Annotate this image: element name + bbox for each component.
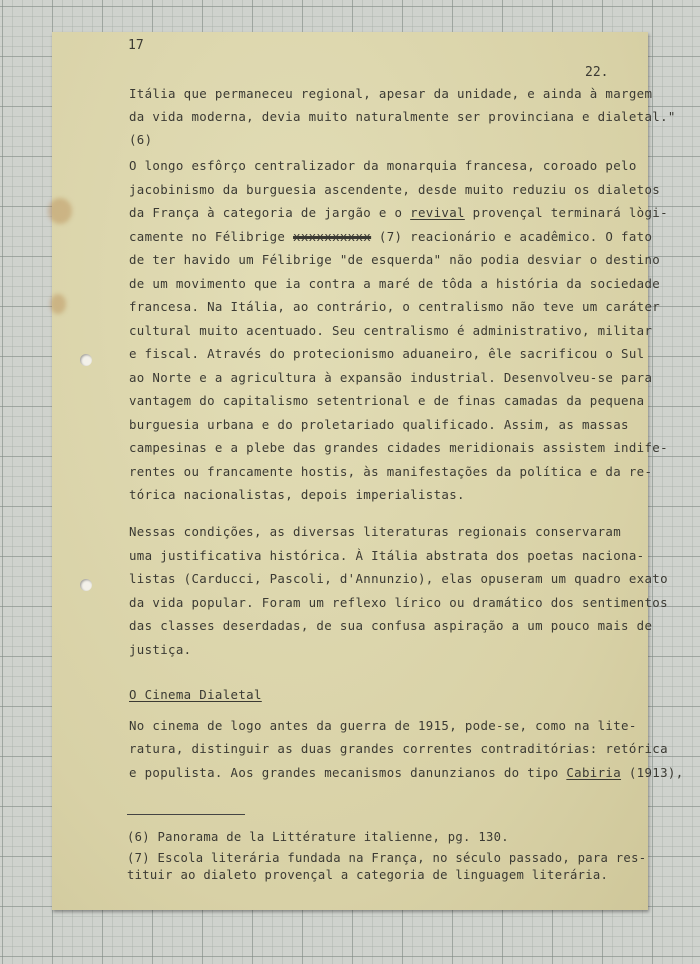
text-segment: de ter havido um Félibrige "de esquerda" não podia desviar o destino bbox=[129, 252, 661, 267]
text-segment: listas (Carducci, Pascoli, d'Annunzio), elas opuseram um quadro exato bbox=[129, 571, 668, 586]
text-line bbox=[129, 248, 660, 272]
footnote-line: (7) Escola literária fundada na França, no século passado, para res- bbox=[127, 851, 647, 865]
text-line bbox=[129, 638, 191, 662]
text-line bbox=[129, 591, 668, 615]
text-segment: cultural muito acentuado. Seu centralismo é administrativo, militar bbox=[129, 323, 653, 338]
text-line bbox=[129, 413, 629, 437]
document-page bbox=[52, 32, 684, 910]
punch-hole bbox=[80, 579, 92, 591]
text-line bbox=[129, 714, 637, 738]
text-line bbox=[129, 761, 684, 785]
text-segment: justiça. bbox=[129, 642, 192, 657]
text-segment: francesa. Na Itália, ao contrário, o centralismo não teve um caráter bbox=[129, 299, 661, 314]
text-segment: (6) bbox=[129, 132, 153, 147]
text-line bbox=[129, 366, 652, 390]
text-segment: rentes ou francamente hostis, às manifestações da política e da re- bbox=[129, 464, 653, 479]
text-segment: de um movimento que ia contra a maré de tôda a história da sociedade bbox=[129, 276, 661, 291]
text-line bbox=[129, 178, 660, 202]
text-line bbox=[129, 544, 644, 568]
text-segment: ratura, distinguir as duas grandes correntes contraditórias: retórica bbox=[129, 741, 668, 756]
text-segment: (7) reacionário e acadêmico. O fato bbox=[371, 229, 653, 244]
rust-stain bbox=[48, 198, 72, 224]
text-line bbox=[129, 614, 652, 638]
text-segment: burguesia urbana e do proletariado qualificado. Assim, as massas bbox=[129, 417, 629, 432]
text-line bbox=[129, 319, 652, 343]
text-line bbox=[129, 483, 465, 507]
text-segment: e fiscal. Através do protecionismo aduaneiro, êle sacrificou o Sul bbox=[129, 346, 645, 361]
text-segment: camente no Félibrige bbox=[129, 229, 294, 244]
page-number: 22. bbox=[585, 65, 609, 80]
text-line bbox=[129, 82, 652, 106]
punch-hole bbox=[80, 354, 92, 366]
text-line bbox=[129, 128, 152, 152]
text-segment: (1913), bbox=[621, 765, 684, 780]
text-segment: Itália que permaneceu regional, apesar da unidade, e ainda à margem bbox=[129, 86, 653, 101]
text-line bbox=[129, 683, 262, 707]
footnote-line: (6) Panorama de la Littérature italienne, pg. 130. bbox=[127, 830, 509, 844]
text-segment: campesinas e a plebe das grandes cidades meridionais assistem indife- bbox=[129, 440, 668, 455]
text-segment: O longo esfôrço centralizador da monarquia francesa, coroado pelo bbox=[129, 158, 637, 173]
text-segment: da vida popular. Foram um reflexo lírico ou dramático dos sentimentos bbox=[129, 595, 668, 610]
text-segment: da França à categoria de jargão e o bbox=[129, 205, 411, 220]
text-line bbox=[129, 272, 660, 296]
styled-text: O Cinema Dialetal bbox=[129, 687, 262, 702]
footnote-line: tituir ao dialeto provençal a categoria de linguagem literária. bbox=[127, 868, 609, 882]
text-line bbox=[129, 460, 652, 484]
text-line bbox=[129, 225, 652, 249]
text-segment: das classes deserdadas, de sua confusa aspiração a um pouco mais de bbox=[129, 618, 653, 633]
text-segment: uma justificativa histórica. À Itália abstrata dos poetas naciona- bbox=[129, 548, 645, 563]
text-segment: provençal terminará lògi- bbox=[464, 205, 668, 220]
text-line bbox=[129, 105, 676, 129]
text-segment: e populista. Aos grandes mecanismos danunzianos do tipo bbox=[129, 765, 567, 780]
text-line bbox=[129, 436, 668, 460]
text-segment: ao Norte e a agricultura à expansão industrial. Desenvolveu-se para bbox=[129, 370, 653, 385]
text-segment: Nessas condições, as diversas literaturas regionais conservaram bbox=[129, 524, 622, 539]
text-line bbox=[129, 154, 637, 178]
text-segment: vantagem do capitalismo setentrional e de finas camadas da pequena bbox=[129, 393, 645, 408]
text-line bbox=[129, 567, 668, 591]
text-segment: No cinema de logo antes da guerra de 1915, pode-se, como na lite- bbox=[129, 718, 637, 733]
corner-number: 17 bbox=[128, 38, 144, 53]
text-segment: jacobinismo da burguesia ascendente, desde muito reduziu os dialetos bbox=[129, 182, 661, 197]
text-line bbox=[129, 201, 668, 225]
styled-text: xxxxxxxxxx bbox=[293, 229, 372, 244]
text-line bbox=[129, 295, 660, 319]
styled-text: Cabiria bbox=[566, 765, 622, 780]
text-line bbox=[129, 520, 621, 544]
rust-stain bbox=[50, 294, 66, 314]
text-segment: tórica nacionalistas, depois imperialistas. bbox=[129, 487, 465, 502]
footnote-rule bbox=[127, 814, 245, 815]
text-line bbox=[129, 389, 644, 413]
text-line bbox=[129, 342, 644, 366]
text-segment: da vida moderna, devia muito naturalmente ser provinciana e dialetal." bbox=[129, 109, 676, 124]
text-line bbox=[129, 737, 668, 761]
styled-text: revival bbox=[410, 205, 465, 220]
